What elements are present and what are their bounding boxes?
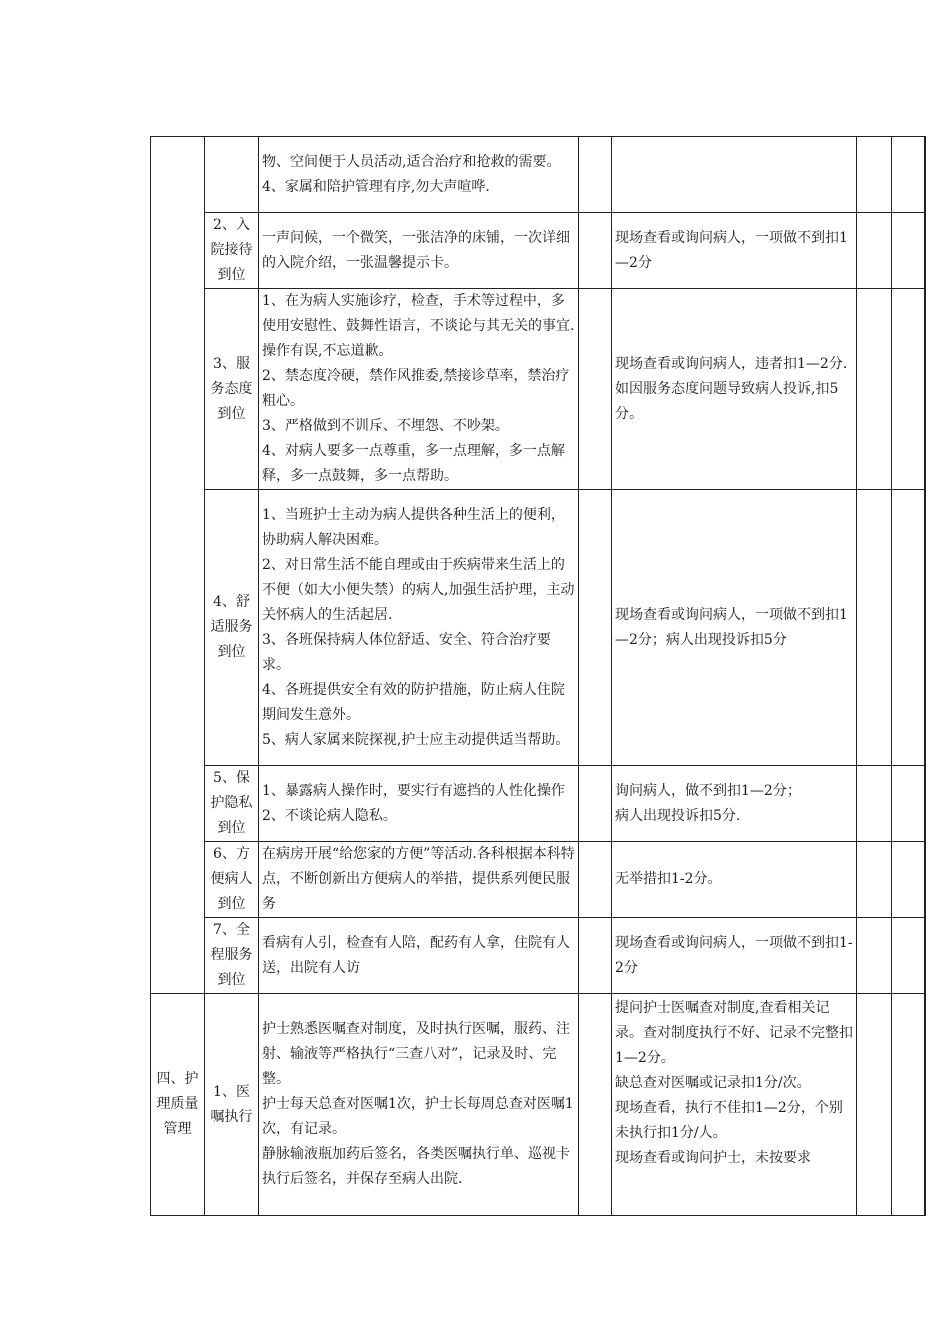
item-cell <box>205 766 259 842</box>
method-line: 询问病人，做不到扣1—2分； <box>615 782 801 799</box>
content-line: 2、不谈论病人隐私。 <box>262 807 397 824</box>
table-row <box>151 994 926 1216</box>
table-row <box>151 137 926 213</box>
blank-cell <box>857 137 892 213</box>
method-line: 现场查看或询问病人，一项做不到扣1—2分；病人出现投诉扣5分 <box>615 606 848 648</box>
method-line: 现场查看，执行不佳扣1—2分，个别未执行扣1分/人。 <box>615 1100 843 1141</box>
method-cell <box>612 994 857 1216</box>
blank-cell <box>892 766 925 842</box>
item-label: 2、入院接待到位 <box>210 217 253 283</box>
content-line: 3、各班保持病人体位舒适、安全、符合治疗要求。 <box>262 631 551 673</box>
content-line: 1、在为病人实施诊疗，检查，手术等过程中，多使用安慰性、鼓舞性语言，不谈论与其无关的事宜.操作有误,不忘道歉。 <box>262 293 575 359</box>
content-line: 5、病人家属来院探视,护士应主动提供适当帮助。 <box>262 731 570 748</box>
method-line: 现场查看或询问护士，未按要求 <box>615 1150 811 1166</box>
category-cell <box>151 137 205 994</box>
blank-cell <box>925 490 926 766</box>
blank-cell <box>857 918 892 994</box>
content-line: 2、禁态度冷硬，禁作风推委,禁接诊草率，禁治疗粗心。 <box>262 368 570 409</box>
content-line: 1、暴露病人操作时，要实行有遮挡的人性化操作 <box>262 782 565 799</box>
blank-cell <box>925 766 926 842</box>
content-line: 看病有人引，检查有人陪，配药有人拿，住院有人送，出院有人访 <box>262 934 570 976</box>
blank-cell <box>925 213 926 289</box>
content-line: 4、家属和陪护管理有序,勿大声喧哗. <box>262 178 490 195</box>
content-cell <box>259 766 579 842</box>
category-label: 四、护理质量管理 <box>156 1071 199 1137</box>
item-label: 3、服务态度到位 <box>210 355 253 422</box>
table-row <box>151 289 926 490</box>
content-cell <box>259 842 579 918</box>
content-line: 护士熟悉医嘱查对制度，及时执行医嘱，服药、注射、输液等严格执行“三查八对”，记录及时、完整。 <box>262 1021 570 1087</box>
item-cell <box>205 137 259 213</box>
blank-cell <box>857 766 892 842</box>
blank-cell <box>857 289 892 490</box>
content-line: 2、对日常生活不能自理或由于疾病带来生活上的不便（如大小便失禁）的病人,加强生活护理，主动关怀病人的生活起居. <box>262 556 575 623</box>
content-line: 物、空间便于人员活动,适合治疗和抢救的需要。 <box>262 153 561 170</box>
blank-cell <box>857 490 892 766</box>
item-label: 7、全程服务到位 <box>210 922 253 988</box>
blank-cell <box>925 137 926 213</box>
method-line: 现场查看或询问病人，一项做不到扣1—2分 <box>615 229 848 271</box>
blank-cell <box>892 213 925 289</box>
content-cell <box>259 213 579 289</box>
standards-table <box>150 136 926 1216</box>
item-label: 4、舒适服务到位 <box>210 594 253 660</box>
content-line: 4、各班提供安全有效的防护措施，防止病人住院期间发生意外。 <box>262 681 565 723</box>
content-line: 静脉输液瓶加药后签名，各类医嘱执行单、巡视卡执行后签名，并保存至病人出院. <box>262 1146 570 1187</box>
content-cell <box>259 918 579 994</box>
method-line: 病人出现投诉扣5分. <box>615 807 741 824</box>
item-cell <box>205 994 259 1216</box>
blank-cell <box>925 918 926 994</box>
item-cell <box>205 842 259 918</box>
blank-cell <box>925 994 926 1216</box>
table-row <box>151 490 926 766</box>
item-cell <box>205 213 259 289</box>
method-cell <box>612 137 857 213</box>
method-cell <box>612 289 857 490</box>
method-line: 缺总查对医嘱或记录扣1分/次。 <box>615 1075 811 1091</box>
table-row <box>151 213 926 289</box>
method-cell <box>612 490 857 766</box>
content-cell <box>259 289 579 490</box>
method-cell <box>612 766 857 842</box>
category-cell <box>151 994 205 1216</box>
method-line: 现场查看或询问病人，一项做不到扣1-2分 <box>615 934 853 976</box>
method-cell <box>612 918 857 994</box>
blank-cell <box>857 994 892 1216</box>
item-cell <box>205 490 259 766</box>
content-cell <box>259 994 579 1216</box>
score-cell <box>579 842 612 918</box>
content-cell <box>259 490 579 766</box>
score-cell <box>579 490 612 766</box>
blank-cell <box>892 994 925 1216</box>
item-cell <box>205 289 259 490</box>
table-row <box>151 766 926 842</box>
blank-cell <box>857 842 892 918</box>
blank-cell <box>892 289 925 490</box>
item-cell <box>205 918 259 994</box>
content-cell <box>259 137 579 213</box>
content-line: 在病房开展“给您家的方便”等活动.各科根据本科特点，不断创新出方便病人的举措，提供系列便民服务 <box>262 846 575 912</box>
score-cell <box>579 918 612 994</box>
method-line: 现场查看或询问病人，违者扣1—2分.如因服务态度问题导致病人投诉,扣5分。 <box>615 355 848 422</box>
item-label: 1、医嘱执行 <box>210 1083 253 1125</box>
content-line: 一声问候，一个微笑，一张洁净的床铺，一次详细的入院介绍，一张温馨提示卡。 <box>262 229 570 271</box>
score-cell <box>579 137 612 213</box>
method-line: 无举措扣1-2分。 <box>615 871 722 887</box>
method-cell <box>612 213 857 289</box>
table-row <box>151 842 926 918</box>
blank-cell <box>892 842 925 918</box>
method-line: 提问护士医嘱查对制度,查看相关记录。查对制度执行不好、记录不完整扣1—2分。 <box>615 1000 853 1066</box>
table-row <box>151 918 926 994</box>
blank-cell <box>892 918 925 994</box>
content-line: 护士每天总查对医嘱1次，护士长每周总查对医嘱1次，有记录。 <box>262 1096 574 1137</box>
blank-cell <box>857 213 892 289</box>
content-line: 4、对病人要多一点尊重，多一点理解，多一点解释，多一点鼓舞，多一点帮助。 <box>262 443 565 484</box>
blank-cell <box>925 842 926 918</box>
score-cell <box>579 289 612 490</box>
blank-cell <box>925 289 926 490</box>
score-cell <box>579 766 612 842</box>
item-label: 5、保护隐私到位 <box>210 770 253 836</box>
content-line: 3、严格做到不训斥、不埋怨、不吵架。 <box>262 418 509 434</box>
blank-cell <box>892 137 925 213</box>
item-label: 6、方便病人到位 <box>210 846 253 912</box>
score-cell <box>579 213 612 289</box>
content-line: 1、当班护士主动为病人提供各种生活上的便利，协助病人解决困难。 <box>262 506 565 548</box>
blank-cell <box>892 490 925 766</box>
method-cell <box>612 842 857 918</box>
score-cell <box>579 994 612 1216</box>
